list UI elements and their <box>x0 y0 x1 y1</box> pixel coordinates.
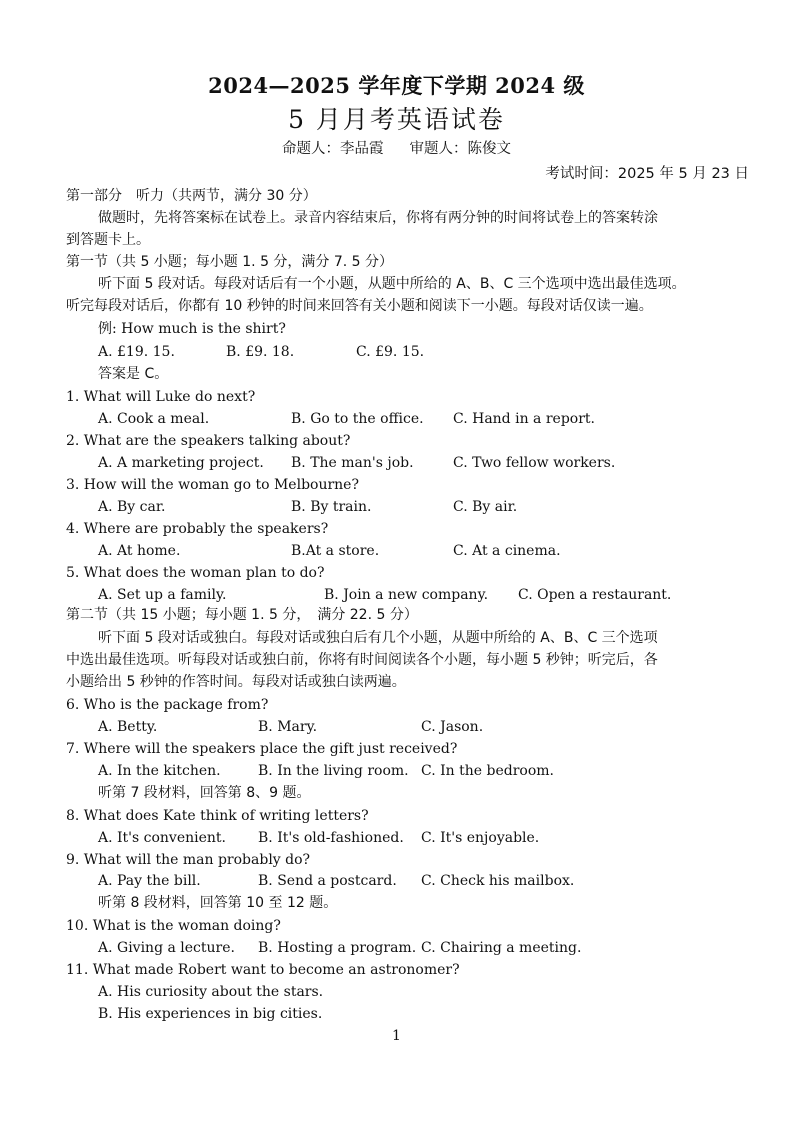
question-9: 9. What will the man probably do? <box>66 852 311 868</box>
q8-option-b: B. It's old-fashioned. <box>258 830 404 846</box>
example-option-a: A. £19. 15. <box>98 344 175 360</box>
example-answer: 答案是 C。 <box>98 366 169 382</box>
q10-option-b: B. Hosting a program. <box>258 940 417 956</box>
authors-line <box>0 137 793 158</box>
section1-intro-line2: 听完每段对话后，你都有 10 秒钟的时间来回答有关小题和阅读下一小题。每段对话仅读一遍。 <box>66 298 653 314</box>
question-5: 5. What does the woman plan to do? <box>66 565 325 581</box>
q3-option-b: B. By train. <box>291 499 372 515</box>
page-number: 1 <box>392 1028 401 1044</box>
author-label: 命题人：李品霞 <box>282 141 384 157</box>
part1-intro-line2: 到答题卡上。 <box>66 232 150 248</box>
q9-option-a: A. Pay the bill. <box>98 873 201 889</box>
part1-intro-line1: 做题时，先将答案标在试卷上。录音内容结束后，你将有两分钟的时间将试卷上的答案转涂 <box>98 210 658 226</box>
q7-option-b: B. In the living room. <box>258 763 409 779</box>
q6-option-b: B. Mary. <box>258 719 318 735</box>
question-7: 7. Where will the speakers place the gift just received? <box>66 741 458 757</box>
q6-option-c: C. Jason. <box>421 719 484 735</box>
question-11: 11. What made Robert want to become an astronomer? <box>66 962 460 978</box>
reviewer-label: 审题人：陈俊文 <box>409 141 511 157</box>
question-6: 6. Who is the package from? <box>66 697 269 713</box>
q2-option-a: A. A marketing project. <box>98 455 264 471</box>
q6-option-a: A. Betty. <box>98 719 158 735</box>
q11-option-b: B. His experiences in big cities. <box>98 1006 323 1022</box>
q4-option-b: B.At a store. <box>291 543 380 559</box>
section1-heading: 第一节（共 5 小题；每小题 1. 5 分，满分 7. 5 分） <box>66 254 394 270</box>
q7-option-a: A. In the kitchen. <box>98 763 221 779</box>
q10-option-a: A. Giving a lecture. <box>98 940 235 956</box>
q4-option-a: A. At home. <box>98 543 181 559</box>
question-4: 4. Where are probably the speakers? <box>66 521 329 537</box>
q8-option-a: A. It's convenient. <box>98 830 227 846</box>
question-10: 10. What is the woman doing? <box>66 918 281 934</box>
q7-option-c: C. In the bedroom. <box>421 763 554 779</box>
q11-option-a: A. His curiosity about the stars. <box>98 984 324 1000</box>
q2-option-b: B. The man's job. <box>291 455 414 471</box>
question-3: 3. How will the woman go to Melbourne? <box>66 477 359 493</box>
section2-heading: 第二节（共 15 小题；每小题 1. 5 分， 满分 22. 5 分） <box>66 607 418 623</box>
question-8: 8. What does Kate think of writing letters? <box>66 808 369 824</box>
material-7-note: 听第 7 段材料，回答第 8、9 题。 <box>98 785 311 801</box>
q5-option-c: C. Open a restaurant. <box>518 587 672 603</box>
part1-heading: 第一部分 听力（共两节，满分 30 分） <box>66 188 317 204</box>
exam-title-line1: 2024—2025 学年度下学期 2024 级 <box>208 73 585 98</box>
section2-intro-line1: 听下面 5 段对话或独白。每段对话或独白后有几个小题，从题中所给的 A、B、C 三个选项 <box>98 630 658 646</box>
q1-option-a: A. Cook a meal. <box>98 411 210 427</box>
q1-option-c: C. Hand in a report. <box>453 411 595 427</box>
question-2: 2. What are the speakers talking about? <box>66 433 351 449</box>
section2-intro-line2: 中选出最佳选项。听每段对话或独白前，你将有时间阅读各个小题，每小题 5 秒钟；听完后，各 <box>66 652 658 668</box>
q5-option-a: A. Set up a family. <box>98 587 227 603</box>
exam-title-line2: 5 月月考英语试卷 <box>288 105 505 134</box>
exam-time: 考试时间：2025 年 5 月 23 日 <box>545 166 749 182</box>
section2-intro-line3: 小题给出 5 秒钟的作答时间。每段对话或独白读两遍。 <box>66 674 406 690</box>
example-option-b: B. £9. 18. <box>226 344 295 360</box>
q5-option-b: B. Join a new company. <box>324 587 489 603</box>
q3-option-c: C. By air. <box>453 499 518 515</box>
example-option-c: C. £9. 15. <box>356 344 425 360</box>
q8-option-c: C. It's enjoyable. <box>421 830 540 846</box>
question-1: 1. What will Luke do next? <box>66 389 256 405</box>
section1-intro-line1: 听下面 5 段对话。每段对话后有一个小题，从题中所给的 A、B、C 三个选项中选出最佳选项。 <box>98 276 686 292</box>
q9-option-c: C. Check his mailbox. <box>421 873 575 889</box>
q10-option-c: C. Chairing a meeting. <box>421 940 582 956</box>
q4-option-c: C. At a cinema. <box>453 543 561 559</box>
example-question: 例: How much is the shirt? <box>98 321 286 337</box>
q9-option-b: B. Send a postcard. <box>258 873 397 889</box>
material-8-note: 听第 8 段材料，回答第 10 至 12 题。 <box>98 895 338 911</box>
q2-option-c: C. Two fellow workers. <box>453 455 616 471</box>
q3-option-a: A. By car. <box>98 499 166 515</box>
q1-option-b: B. Go to the office. <box>291 411 424 427</box>
